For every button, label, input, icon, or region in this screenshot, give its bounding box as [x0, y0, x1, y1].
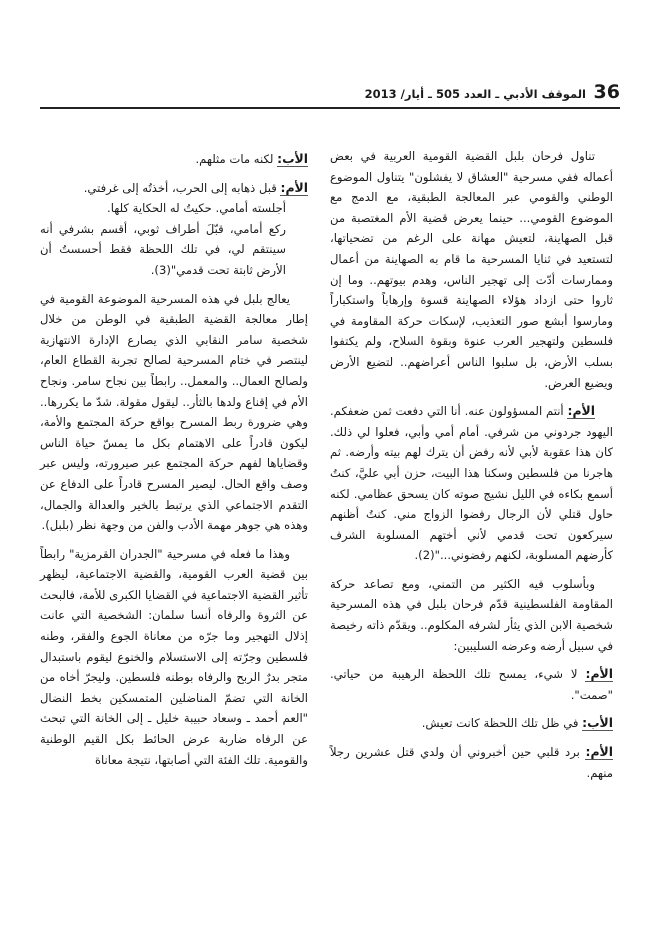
dialogue-line	[40, 178, 308, 199]
right-column	[330, 146, 613, 791]
speaker-label: الأب:	[582, 715, 613, 731]
dialogue-text: لكنه مات مثلهم.	[195, 152, 278, 166]
dialogue-text: أنتم المسؤولون عنه. أنا التي دفعت ثمن ضعفكم. اليهود جردوني من شرفي. أمام أمي وأبي، فعلوا لي ذلك. كان هذا عقوبة لأبي لأنه رفض أن يترك لهم بيته وأرضه. ثم هاجرنا من فلسطين وسكنا هذا البيت، حزن أبي عليَّ، كنتُ أسمع بكاءه في الليل نشيج صوته كان يسحق عظامي. لكنه حاول قتلي لأن الرجال رفضوا الزواج مني. كنتُ أظنهم سيركعون تحت قدمي لأني أختهم المسلوبة الشرف كأرضهم المسلوبة، لكنهم رفضوني..."(2).	[330, 404, 613, 563]
speaker-label: الأم:	[585, 744, 613, 760]
paragraph: يعالج بلبل في هذه المسرحية الموضوعة القومية في إطار معالجة القضية الطبقية في الوطن من خلال شخصية سامر النقابي الذي يصارع الإدارة الانتهازية لينتصر في ختام المسرحية لصالح تجربة القطاع العام، ولصالح العمال.. والمعمل.. رابطاً بين نجاح سامر. ونجاح الأم في إقناع ولدها بالثأر.. ليقول مقولة. شدّ ما يكررها.. وهي ضرورة ربط المسرح بواقع حركة المجتمع والأمة، ليكون قادراً على الاهتمام بكل ما يمسّ حياة الناس وقضاياها لفهم حركة المجتمع عبر صيرورته، وليس عبر وصف واقع الحال. ليصير المسرح قادراً على الدفاع عن التقدم الاجتماعي الذي يرتبط بالخير والعدالة والجمال، وهذه هي جوهر مهمة الأدب والفن من وجهة نظر (بلبل).	[40, 291, 308, 533]
speaker-label: الأم:	[567, 403, 595, 419]
dialogue-line	[330, 742, 613, 783]
dialogue-paragraph	[330, 401, 613, 566]
dialogue-line	[40, 149, 308, 170]
speaker-label: الأم:	[585, 666, 613, 682]
page-header	[40, 81, 620, 107]
dialogue-continuation: ركع أمامي، قبّلَ أطراف ثوبي، أقسم بشرفي أنه سينتقم لي، في تلك اللحظة فقط أحسستُ أن الأرض ثابتة تحت قدمي"(3).	[40, 221, 286, 277]
paragraph: تناول فرحان بلبل القضية القومية العربية في بعض أعماله ففي مسرحية "العشاق لا يفشلون" يتناول الموضوع الوطني والقومي عبر المعالجة الطبقية، مع الدمج مع الموضوع القومي... حينما يعرض قضية الأم المغتصبة من قبل الصهاينة، لتعيش مهانة على الرغم من تضحياتها، لتستعيد في ثنايا المسرحية ما قام به الصهاينة من أعمال وممارسات أدّت إلى تهجير الناس، وهدم بيوتهم.. وما إن ثاروا حتى ازداد هؤلاء الصهاينة قسوة وإرهاباً واستكباراً ومارسوا أبشع صور التعذيب، لإسكات حركة المقاومة في فلسطين ولتهجير العرب عنوة وبقوة السلاح، ولم يكتفوا بسلب الأرض، بل سلبوا الناس أعراضهم.. لتضيع الأرض ويضيع العرض.	[330, 149, 613, 390]
header-rule	[40, 107, 620, 109]
dialogue-text: لا شيء، يمسح تلك اللحظة الرهيبة من حياتي. "صمت".	[330, 667, 613, 702]
dialogue-text: برد قلبي حين أخبروني أن ولدي قتل عشرين رجلاً منهم.	[330, 745, 613, 780]
dialogue-text: في ظل تلك اللحظة كانت تعيش.	[421, 716, 583, 731]
left-column	[40, 149, 308, 778]
paragraph: وبأسلوب فيه الكثير من التمني، ومع تصاعد حركة المقاومة الفلسطينية قدّم فرحان بلبل في هذه المسرحية شخصية الابن الذي يثأر لشرفه المكلوم.. ويقدّم ذاته رخيصة في سبيل أرضه وعرضه السليبين:	[330, 576, 613, 653]
dialogue-line	[330, 664, 613, 705]
page-number: 36	[593, 81, 620, 103]
paragraph: وهذا ما فعله في مسرحية "الجدران القرمزية" رابطاً بين قضية العرب القومية، والقضية الاجتماعية، ليظهر تأثير القضية الاجتماعية في القضايا الكبرى للأمة، فالبحث عن الثروة والرفاه أنسا سلمان: الشخصية التي عانت إذلال التهجير وما جرّه من معاناة الجوع والفقر، وطنه فلسطين وجرّته إلى الاستسلام والخنوع ليقوم باستبدال متجر بدرٌ الربح والرفاه بوطنه فلسطين. وليجرّ أخاه من الخانة التي تضمّ المناضلين المتمسكين بخط النضال "العم أحمد ـ وسعاد حبيبة خليل ـ إلى الخانة التي تبحث عن الرفاه ضاربة عرض الحائط بكل القيم الوطنية والقومية. تلك الفئة التي أصابتها، نتيجة معاناة	[40, 546, 308, 767]
speaker-label: الأب:	[277, 151, 308, 166]
dialogue-line	[330, 713, 613, 734]
dialogue-text: قبل ذهابه إلى الحرب، أخذتُه إلى غرفتي.	[83, 180, 281, 195]
dialogue-continuation: أجلسته أمامي. حكيتُ له الحكاية كلها.	[107, 201, 286, 216]
speaker-label: الأم:	[280, 179, 308, 195]
running-head: الموقف الأدبي ـ العدد 505 ـ أيار/ 2013	[364, 87, 586, 101]
